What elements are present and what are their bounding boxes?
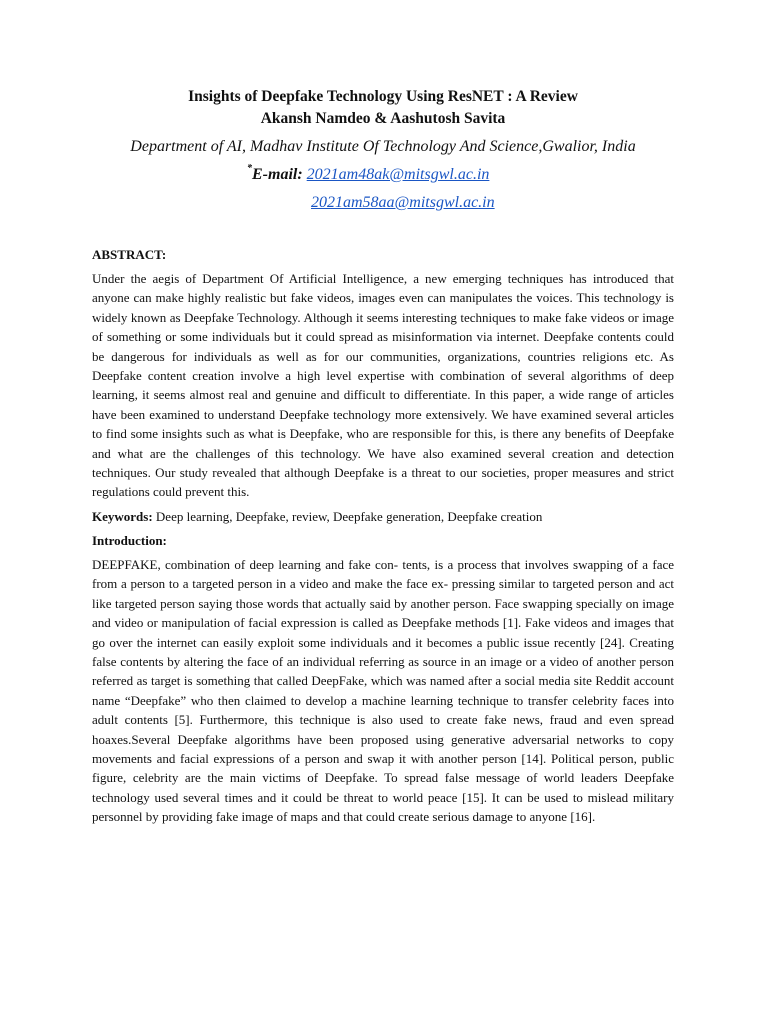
paper-page [92,86,674,827]
email-label [247,163,303,183]
email-line [92,164,674,186]
introduction-heading: Introduction: [92,532,167,548]
keywords-text: Deep learning, Deepfake, review, Deepfake generation, Deepfake creation [152,508,543,524]
paper-title: Insights of Deepfake Technology Using ResNET : A Review [188,88,578,105]
paper-authors: Akansh Namdeo & Aashutosh Savita [260,110,506,127]
email-line-2 [92,192,674,214]
email-link-1[interactable]: 2021am48ak@mitsgwl.ac.in [306,166,490,183]
introduction-text: DEEPFAKE, combination of deep learning and fake con- tents, is a process that involves swapping of a face from a person to a targeted person in a video and make the face ex- pressing similar to targeted person and act like targeted person saying those words that actually said by another person. Face swapping specially on image and video or manipulation of facial expression is called as Deepfake methods [1]. Fake videos and images that go over the internet can easily exploit some individuals and it becomes a public issue recently [24]. Creating false contents by altering the face of an individual referring as source in an image or a video of another person referred as target is something that called DeepFake, which was named after a social media site Reddit account name “Deepfake” who then claimed to develop a machine learning technique to transfer celebrity faces into adult contents [5]. Furthermore, this technique is also used to create fake news, fraud and even spread hoaxes.Several Deepfake algorithms have been proposed using generative adversarial networks to copy movements and facial expressions of a person and swap it with another person [14]. Political person, public figure, celebrity are the main victims of Deepfake. To spread false message of world leaders Deepfake technology used several times and it could be threat to world peace [15]. It can be used to mislead military personnel by providing fake image of maps and that could create serious damage to anyone [16]. [92,556,674,825]
author-affiliation: Department of AI, Madhav Institute Of Technology And Science,Gwalior, India [130,138,636,155]
email-link-2[interactable]: 2021am58aa@mitsgwl.ac.in [311,194,495,211]
email-marker: * [247,163,252,174]
abstract-heading: ABSTRACT: [92,247,167,262]
abstract-text: Under the aegis of Department Of Artificial Intelligence, a new emerging techniques has introduced that anyone can make highly realistic but fake videos, images even can manipulates the voices. This technology is widely known as Deepfake Technology. Although it seems interesting techniques to make fake videos or image of something or some individuals but it could spread as misinformation via internet. Deepfake contents could be dangerous for individuals as well as for our communities, organizations, countries religions etc. As Deepfake content creation involve a high level expertise with combination of several algorithms of deep learning, it seems almost real and genuine and difficult to differentiate. In this paper, a wide range of articles have been examined to understand Deepfake technology more extensively. We have examined several articles to find some insights such as what is Deepfake, who are responsible for this, is there any benefits of Deepfake and what are the challenges of this technology. We have also examined several creation and detection techniques. Our study revealed that although Deepfake is a threat to our societies, proper measures and strict regulations could prevent this. [92,271,674,500]
email-label-text: E-mail: [252,166,303,183]
keywords-label: Keywords: [92,508,153,524]
keywords-line [92,507,674,526]
